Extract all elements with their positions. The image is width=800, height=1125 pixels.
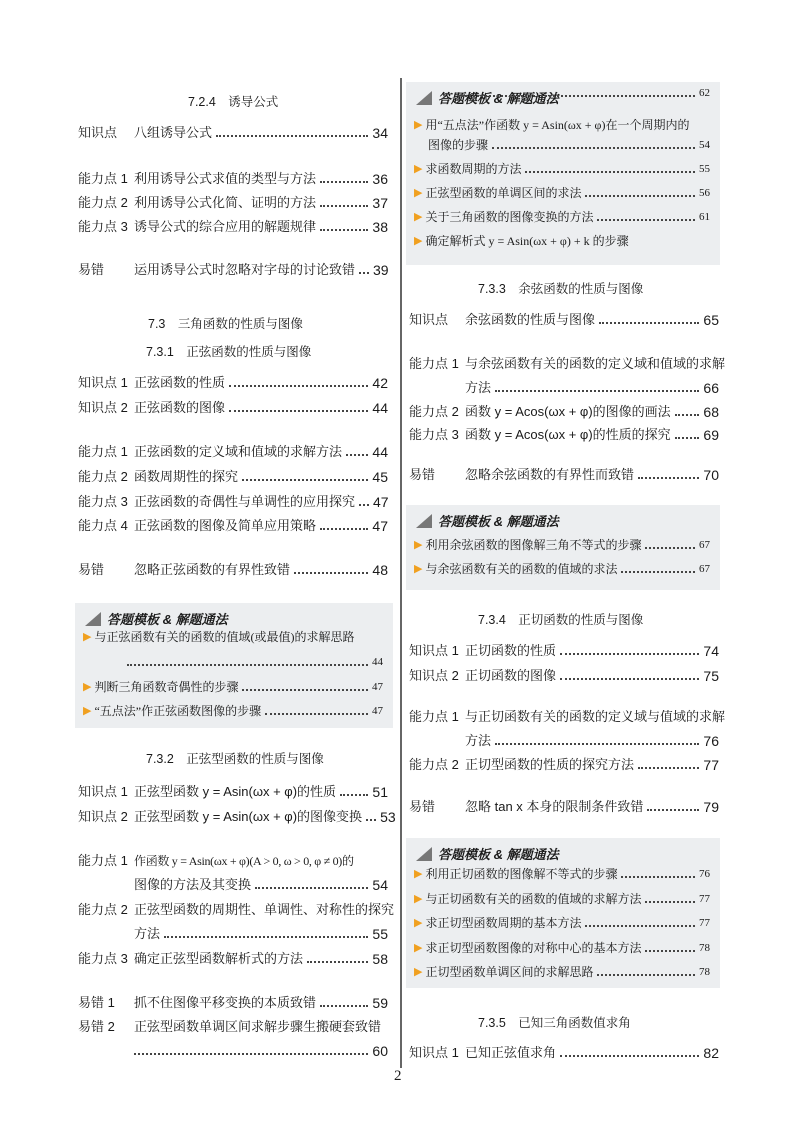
toc-entry[interactable]	[78, 491, 388, 513]
toc-entry[interactable]	[78, 806, 396, 828]
box-item-title: 利用余弦函数的图像解三角不等式的步骤	[425, 538, 642, 552]
entry-page: 82	[703, 1045, 719, 1061]
triangle-bullet-icon: ▶	[414, 966, 423, 978]
entry-title-continued: 图像的方法及其变换	[134, 877, 252, 892]
box-item-page: 44	[372, 656, 383, 668]
entry-page: 58	[372, 951, 388, 967]
corner-triangle-icon	[416, 847, 432, 861]
dot-leader	[585, 925, 695, 927]
entry-title: 正弦函数的图像及简单应用策略	[134, 518, 317, 533]
toc-entry[interactable]	[78, 899, 395, 921]
entry-page: 44	[372, 400, 388, 416]
dot-leader	[495, 390, 699, 392]
entry-page: 37	[372, 195, 388, 211]
box-item-title: 判断三角函数奇偶性的步骤	[94, 680, 239, 694]
entry-page: 54	[372, 877, 388, 893]
entry-label: 易错	[409, 799, 436, 814]
dot-leader	[320, 205, 368, 207]
dot-leader	[320, 1005, 368, 1007]
toc-entry[interactable]	[409, 401, 719, 423]
box-title	[416, 844, 559, 863]
section-heading: 7.3 三角函数的性质与图像	[148, 317, 303, 331]
toc-entry[interactable]	[409, 424, 719, 446]
entry-title: 忽略 tan x 本身的限制条件致错	[465, 799, 644, 814]
entry-page: 79	[703, 799, 719, 815]
dot-leader	[340, 794, 368, 796]
entry-label: 知识点 2	[78, 809, 128, 824]
toc-entry-continued	[409, 377, 719, 399]
entry-label: 能力点 2	[409, 757, 459, 772]
dot-leader	[320, 181, 368, 183]
dot-leader	[229, 410, 368, 412]
toc-entry[interactable]	[409, 796, 719, 818]
dot-leader	[492, 147, 695, 149]
entry-title: 正弦函数的奇偶性与单调性的应用探究	[134, 494, 356, 509]
entry-title: 正切函数的图像	[465, 668, 557, 683]
dot-leader	[675, 437, 700, 439]
dot-leader	[216, 135, 368, 137]
box-item-title: 求正切型函数周期的基本方法	[425, 916, 582, 930]
dot-leader	[621, 571, 695, 573]
box-item-title: “五点法”作正弦函数图像的步骤	[94, 704, 262, 718]
box-item[interactable]	[414, 114, 710, 136]
triangle-bullet-icon: ▶	[414, 893, 423, 905]
entry-page: 48	[372, 562, 388, 578]
entry-label: 能力点 3	[78, 951, 128, 966]
box-item-continued	[83, 651, 383, 673]
entry-page: 75	[703, 668, 719, 684]
entry-title: 正弦型函数 y = Asin(ωx + φ)的图像变换	[134, 809, 363, 824]
box-item[interactable]	[414, 912, 710, 934]
box-item-page: 54	[699, 139, 710, 151]
box-item-continued	[414, 134, 710, 156]
entry-label: 能力点 2	[78, 469, 128, 484]
method-template-box	[406, 505, 720, 590]
toc-entry[interactable]	[78, 372, 388, 394]
dot-leader	[560, 653, 699, 655]
entry-title: 正切型函数的性质的探究方法	[465, 757, 635, 772]
toc-entry[interactable]	[78, 515, 388, 537]
entry-title: 诱导公式的综合应用的解题规律	[134, 219, 317, 234]
toc-entry[interactable]	[78, 441, 388, 463]
toc-entry-continued	[78, 1040, 388, 1062]
dot-leader	[359, 504, 369, 506]
dot-leader	[458, 95, 695, 97]
box-title-text: 答题模板 & 解题通法	[107, 612, 228, 627]
entry-page: 47	[373, 494, 389, 510]
entry-page: 77	[703, 757, 719, 773]
entry-title: 函数 y = Acos(ωx + φ)的性质的探究	[465, 427, 671, 442]
dot-leader	[320, 528, 368, 530]
box-title	[416, 511, 559, 530]
entry-title: 确定正弦型函数解析式的方法	[134, 951, 304, 966]
dot-leader	[127, 664, 368, 666]
dot-leader	[560, 1055, 699, 1057]
entry-label: 易错 2	[78, 1019, 115, 1034]
triangle-bullet-icon: ▶	[414, 539, 423, 551]
entry-label: 知识点 1	[78, 784, 128, 799]
entry-title-continued: 方法	[465, 380, 492, 395]
dot-leader	[599, 322, 699, 324]
box-item-page: 78	[699, 966, 710, 978]
entry-label: 能力点 2	[78, 902, 128, 917]
entry-title: 正切函数的性质	[465, 643, 557, 658]
triangle-bullet-icon: ▶	[414, 211, 423, 223]
entry-label: 能力点 2	[78, 195, 128, 210]
dot-leader	[134, 1053, 368, 1055]
box-item[interactable]	[414, 206, 710, 228]
entry-title: 与余弦函数有关的函数的定义域和值域的求解	[465, 356, 726, 371]
entry-label: 能力点 3	[78, 219, 128, 234]
toc-entry[interactable]	[78, 168, 388, 190]
box-item-page: 47	[372, 705, 383, 717]
dot-leader	[647, 809, 699, 811]
toc-entry[interactable]	[78, 1016, 388, 1038]
toc-entry[interactable]	[409, 1042, 719, 1064]
entry-page: 34	[372, 125, 388, 141]
toc-entry[interactable]	[78, 122, 388, 144]
box-item-title: 确定解析式 y = Asin(ωx + φ) + k 的步骤	[425, 234, 629, 248]
column-divider	[400, 78, 402, 1068]
entry-page: 70	[703, 467, 719, 483]
dot-leader	[560, 678, 699, 680]
dot-leader	[645, 950, 695, 952]
entry-page: 66	[703, 380, 719, 396]
entry-title: 正弦型函数单调区间求解步骤生搬硬套致错	[134, 1019, 382, 1034]
dot-leader	[242, 479, 368, 481]
entry-label: 能力点 1	[409, 356, 459, 371]
box-item-title: 与正切函数有关的函数的值域的求解方法	[425, 892, 642, 906]
entry-label: 能力点 4	[78, 518, 128, 533]
triangle-bullet-icon: ▶	[83, 631, 92, 643]
entry-title: 作函数 y = Asin(ωx + φ)(A > 0, ω > 0, φ ≠ 0)的	[134, 854, 354, 868]
entry-page: 69	[703, 427, 719, 443]
box-item-page: 76	[699, 868, 710, 880]
entry-label: 能力点 1	[409, 709, 459, 724]
toc-entry[interactable]	[78, 466, 388, 488]
entry-label: 易错	[409, 467, 436, 482]
triangle-bullet-icon: ▶	[83, 681, 92, 693]
toc-entry[interactable]	[409, 353, 726, 375]
triangle-bullet-icon: ▶	[83, 705, 92, 717]
entry-page: 65	[703, 312, 719, 328]
entry-page: 76	[703, 733, 719, 749]
toc-entry[interactable]	[78, 192, 388, 214]
entry-label: 能力点 3	[78, 494, 128, 509]
section-heading: 7.3.2 正弦型函数的性质与图像	[146, 752, 324, 766]
entry-label: 易错 1	[78, 995, 115, 1010]
dot-leader	[255, 887, 368, 889]
entry-label: 知识点 1	[409, 643, 459, 658]
entry-label: 知识点 1	[409, 1045, 459, 1060]
entry-label: 知识点	[409, 312, 449, 327]
entry-page: 45	[372, 469, 388, 485]
box-item-continued	[414, 82, 710, 104]
entry-label: 易错	[78, 262, 105, 277]
dot-leader	[366, 819, 376, 821]
entry-title: 正弦型函数的周期性、单调性、对称性的探究	[134, 902, 395, 917]
entry-label: 知识点 1	[78, 375, 128, 390]
entry-page: 74	[703, 643, 719, 659]
triangle-bullet-icon: ▶	[414, 868, 423, 880]
entry-page: 59	[372, 995, 388, 1011]
entry-label: 能力点 1	[78, 444, 128, 459]
entry-label: 知识点 2	[409, 668, 459, 683]
page-number: 2	[394, 1068, 402, 1084]
toc-entry[interactable]	[409, 706, 726, 728]
entry-title: 利用诱导公式化简、证明的方法	[134, 195, 317, 210]
dot-leader	[621, 876, 695, 878]
triangle-bullet-icon: ▶	[414, 917, 423, 929]
entry-page: 53	[380, 809, 396, 825]
entry-label: 易错	[78, 562, 105, 577]
box-title-text: 答题模板 & 解题通法	[438, 514, 559, 529]
box-item-page: 77	[699, 917, 710, 929]
box-item[interactable]	[414, 158, 710, 180]
method-template-box	[406, 838, 720, 988]
box-title-text: 答题模板 & 解题通法	[438, 847, 559, 862]
entry-page: 39	[373, 262, 389, 278]
entry-label: 知识点	[78, 125, 118, 140]
toc-entry[interactable]	[78, 397, 388, 419]
box-item-title: 与正弦函数有关的函数的值域(或最值)的求解思路	[94, 630, 355, 644]
dot-leader	[638, 477, 699, 479]
entry-title: 正弦函数的定义域和值域的求解方法	[134, 444, 343, 459]
entry-label: 能力点 2	[409, 404, 459, 419]
entry-title: 运用诱导公式时忽略对字母的讨论致错	[134, 262, 356, 277]
entry-title: 函数 y = Acos(ωx + φ)的图像的画法	[465, 404, 671, 419]
box-item-title: 求函数周期的方法	[425, 162, 522, 176]
box-item[interactable]	[414, 182, 710, 204]
dot-leader	[585, 195, 695, 197]
box-item[interactable]	[83, 676, 383, 698]
dot-leader	[242, 689, 368, 691]
section-heading: 7.3.3 余弦函数的性质与图像	[478, 282, 644, 296]
toc-entry-continued	[409, 730, 719, 752]
triangle-bullet-icon: ▶	[414, 235, 423, 247]
box-item[interactable]	[414, 230, 710, 252]
box-item-page: 77	[699, 893, 710, 905]
section-heading: 7.3.5 已知三角函数值求角	[478, 1016, 631, 1030]
dot-leader	[638, 767, 699, 769]
toc-entry[interactable]	[78, 948, 388, 970]
entry-page: 42	[372, 375, 388, 391]
box-item[interactable]	[414, 558, 710, 580]
box-item[interactable]	[83, 700, 383, 722]
triangle-bullet-icon: ▶	[414, 119, 423, 131]
box-title-text: 答题模板 & 解题通法	[438, 91, 559, 106]
dot-leader	[675, 414, 700, 416]
entry-label: 能力点 1	[78, 171, 128, 186]
entry-page: 36	[372, 171, 388, 187]
toc-entry[interactable]	[78, 559, 388, 581]
box-item-title: 正弦型函数的单调区间的求法	[425, 186, 582, 200]
corner-triangle-icon	[416, 514, 432, 528]
box-item-title: 用“五点法”作函数 y = Asin(ωx + φ)在一个周期内的	[425, 118, 690, 132]
method-template-box	[406, 82, 720, 265]
box-item-title: 与余弦函数有关的函数的值域的求法	[425, 562, 618, 576]
toc-entry[interactable]	[78, 850, 388, 872]
method-template-box	[75, 603, 393, 728]
toc-entry[interactable]	[409, 464, 719, 486]
dot-leader	[525, 171, 695, 173]
dot-leader	[265, 713, 368, 715]
toc-entry[interactable]	[409, 309, 719, 331]
entry-page: 38	[372, 219, 388, 235]
box-item-page: 67	[699, 563, 710, 575]
entry-title: 已知正弦值求角	[465, 1045, 557, 1060]
entry-title: 八组诱导公式	[134, 125, 213, 140]
box-item-page: 61	[699, 211, 710, 223]
entry-title: 正弦型函数 y = Asin(ωx + φ)的性质	[134, 784, 337, 799]
entry-title-continued: 方法	[465, 733, 492, 748]
dot-leader	[495, 743, 699, 745]
entry-title: 抓不住图像平移变换的本质致错	[134, 995, 317, 1010]
dot-leader	[294, 572, 368, 574]
box-item-page: 55	[699, 163, 710, 175]
entry-page: 47	[372, 518, 388, 534]
triangle-bullet-icon: ▶	[414, 563, 423, 575]
dot-leader	[597, 219, 695, 221]
entry-title: 余弦函数的性质与图像	[465, 312, 596, 327]
toc-entry[interactable]	[78, 992, 388, 1014]
dot-leader	[164, 936, 368, 938]
toc-entry[interactable]	[78, 781, 388, 803]
section-heading: 7.2.4 诱导公式	[188, 95, 279, 109]
box-item-title: 关于三角函数的图像变换的方法	[425, 210, 594, 224]
box-item[interactable]	[414, 888, 710, 910]
section-heading: 7.3.4 正切函数的性质与图像	[478, 613, 644, 627]
entry-page: 55	[372, 926, 388, 942]
dot-leader	[307, 961, 368, 963]
box-item[interactable]	[83, 626, 383, 648]
box-item-page: 62	[699, 87, 710, 99]
box-item-page: 67	[699, 539, 710, 551]
dot-leader	[645, 901, 695, 903]
dot-leader	[346, 454, 368, 456]
box-item[interactable]	[414, 937, 710, 959]
triangle-bullet-icon: ▶	[414, 163, 423, 175]
toc-entry-continued	[78, 874, 388, 896]
entry-title: 忽略余弦函数的有界性而致错	[465, 467, 635, 482]
entry-title: 函数周期性的探究	[134, 469, 239, 484]
section-heading: 7.3.1 正弦函数的性质与图像	[146, 345, 312, 359]
entry-page: 68	[703, 404, 719, 420]
toc-entry-continued	[78, 923, 388, 945]
box-item-title: 求正切型函数图像的对称中心的基本方法	[425, 941, 642, 955]
triangle-bullet-icon: ▶	[414, 187, 423, 199]
dot-leader	[645, 547, 695, 549]
entry-title: 正弦函数的图像	[134, 400, 226, 415]
dot-leader	[359, 272, 369, 274]
toc-entry[interactable]	[409, 640, 719, 662]
box-item-title: 正切型函数单调区间的求解思路	[425, 965, 594, 979]
entry-title: 正弦函数的性质	[134, 375, 226, 390]
box-item-title-continued: 图像的步骤	[428, 138, 489, 152]
box-item-page: 47	[372, 681, 383, 693]
entry-title: 利用诱导公式求值的类型与方法	[134, 171, 317, 186]
entry-title: 与正切函数有关的函数的定义域与值域的求解	[465, 709, 726, 724]
toc-entry[interactable]	[78, 216, 388, 238]
box-item[interactable]	[414, 863, 710, 885]
entry-label: 能力点 1	[78, 853, 128, 868]
box-item[interactable]	[414, 534, 710, 556]
toc-entry[interactable]	[78, 259, 388, 281]
corner-triangle-icon	[85, 612, 101, 626]
box-item-title: 利用正切函数的图像解不等式的步骤	[425, 867, 618, 881]
dot-leader	[229, 385, 368, 387]
toc-entry[interactable]	[409, 754, 719, 776]
box-item-page: 56	[699, 187, 710, 199]
box-item[interactable]	[414, 961, 710, 983]
entry-page: 60	[372, 1043, 388, 1059]
entry-label: 能力点 3	[409, 427, 459, 442]
entry-label: 知识点 2	[78, 400, 128, 415]
toc-entry[interactable]	[409, 665, 719, 687]
dot-leader	[320, 229, 368, 231]
entry-page: 44	[372, 444, 388, 460]
entry-title: 忽略正弦函数的有界性致错	[134, 562, 291, 577]
entry-title-continued: 方法	[134, 926, 161, 941]
entry-page: 51	[372, 784, 388, 800]
box-item-page: 78	[699, 942, 710, 954]
dot-leader	[597, 974, 695, 976]
triangle-bullet-icon: ▶	[414, 942, 423, 954]
